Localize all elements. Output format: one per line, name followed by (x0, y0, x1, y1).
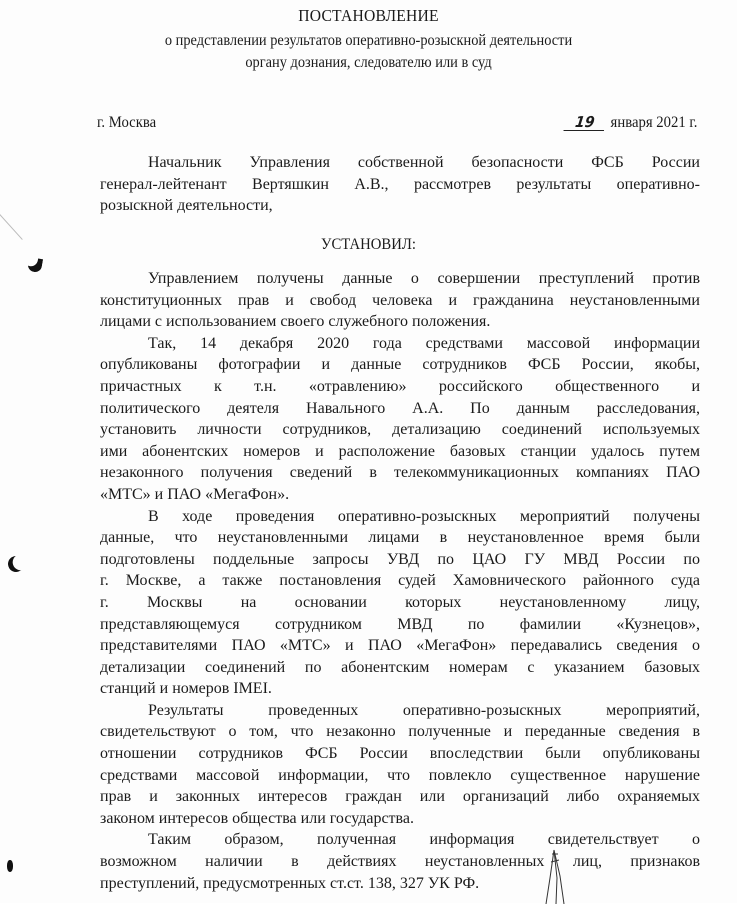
text-line: данные, что неустановленными лицами в неустановленное время были (100, 529, 700, 547)
paragraph (100, 829, 700, 894)
text-line: опубликованы фотографии и данные сотрудников ФСБ России, якобы, (100, 356, 700, 374)
text-line: г. Москве, а также постановления судей Хамовнического районного суда (100, 572, 700, 590)
paragraph (100, 333, 700, 506)
punch-hole-mark (6, 554, 27, 575)
text-line: генерал-лейтенант Вертяшкин А.В., рассмотрев результаты оперативно- (100, 175, 700, 193)
text-line: детализации соединений по абонентским номерам с указанием базовых (100, 658, 700, 676)
text-line: представителями ПАО «МТС» и ПАО «МегаФон» передавались сведения о (100, 637, 700, 655)
text-line: свидетельствуют о том, что незаконно полученные и переданные сведения в (100, 723, 700, 741)
text-line: представляющемуся сотрудником МВД по фамилии «Кузнецов», (100, 615, 700, 633)
text-line: прав и законных интересов граждан или организаций либо охраняемых (100, 788, 700, 806)
text-line: станций и номеров IMEI. (100, 680, 272, 698)
scan-artifact-line (0, 214, 23, 240)
text-line: законом интересов общества или государства. (100, 809, 414, 827)
signature-stroke (540, 848, 570, 904)
text-line: Начальник Управления собственной безопасности ФСБ России (148, 154, 700, 171)
text-line: установить личности сотрудников, детализацию соединений используемых (100, 421, 700, 439)
text-line: «МТС» и ПАО «МегаФон». (100, 485, 290, 503)
text-line: незаконного получения сведений в телекоммуникационных компаниях ПАО (100, 464, 700, 482)
text-line: возможном наличии в действиях неустановленных лиц, признаков (100, 853, 700, 871)
subtitle-line: о представлении результатов оперативно-розыскной деятельности (164, 32, 573, 49)
paragraph (100, 506, 700, 700)
text-line: преступлений, предусмотренных ст.ст. 138, 327 УК РФ. (100, 874, 480, 892)
document-title: ПОСТАНОВЛЕНИЕ (298, 6, 439, 25)
paragraph (100, 700, 700, 830)
punch-hole-mark (27, 257, 43, 273)
text-line: В ходе проведения оперативно-розыскных мероприятий получены (148, 507, 700, 525)
date-rest: января 2021 г. (610, 114, 697, 131)
text-line: Таким образом, полученная информация свидетельствует о (148, 831, 700, 849)
handwritten-day: 19 (563, 114, 606, 131)
document-subtitle (37, 30, 700, 74)
text-line: лицами с использованием своего служебного положения. (100, 313, 491, 331)
text-line: конституционных прав и свобод человека и гражданина неустановленными (100, 291, 700, 309)
paragraph (100, 268, 700, 333)
intro-paragraph (100, 152, 700, 217)
document-place: г. Москва (97, 114, 157, 131)
body-paragraphs (100, 268, 700, 894)
text-line: ими абонентских номеров и расположение базовых станции удалось путем (100, 442, 700, 460)
subtitle-line: органу дознания, следователю или в суд (245, 54, 492, 71)
document-date (564, 114, 697, 132)
text-line: Управлением получены данные о совершении преступлений против (148, 270, 700, 287)
text-line: средствами массовой информации, что повлекло существенное нарушение (100, 766, 700, 784)
text-line: Результаты проведенных оперативно-розыскных мероприятий, (148, 701, 700, 719)
text-line: Так, 14 декабря 2020 года средствами массовой информации (148, 334, 700, 352)
section-heading: УСТАНОВИЛ: (321, 236, 416, 253)
text-line: отношении сотрудников ФСБ России впоследствии были опубликованы (100, 745, 700, 763)
text-line: политического деятеля Навального А.А. По данным расследования, (100, 399, 700, 417)
punch-hole-mark (7, 860, 13, 872)
text-line: г. Москвы на основании которых неустановленному лицу, (100, 593, 700, 611)
text-line: розыскной деятельности, (100, 197, 273, 215)
text-line: подготовлены поддельные запросы УВД по ЦАО ГУ МВД России по (100, 550, 700, 568)
text-line: причастных к т.н. «отравлению» российского общественного и (100, 377, 700, 395)
